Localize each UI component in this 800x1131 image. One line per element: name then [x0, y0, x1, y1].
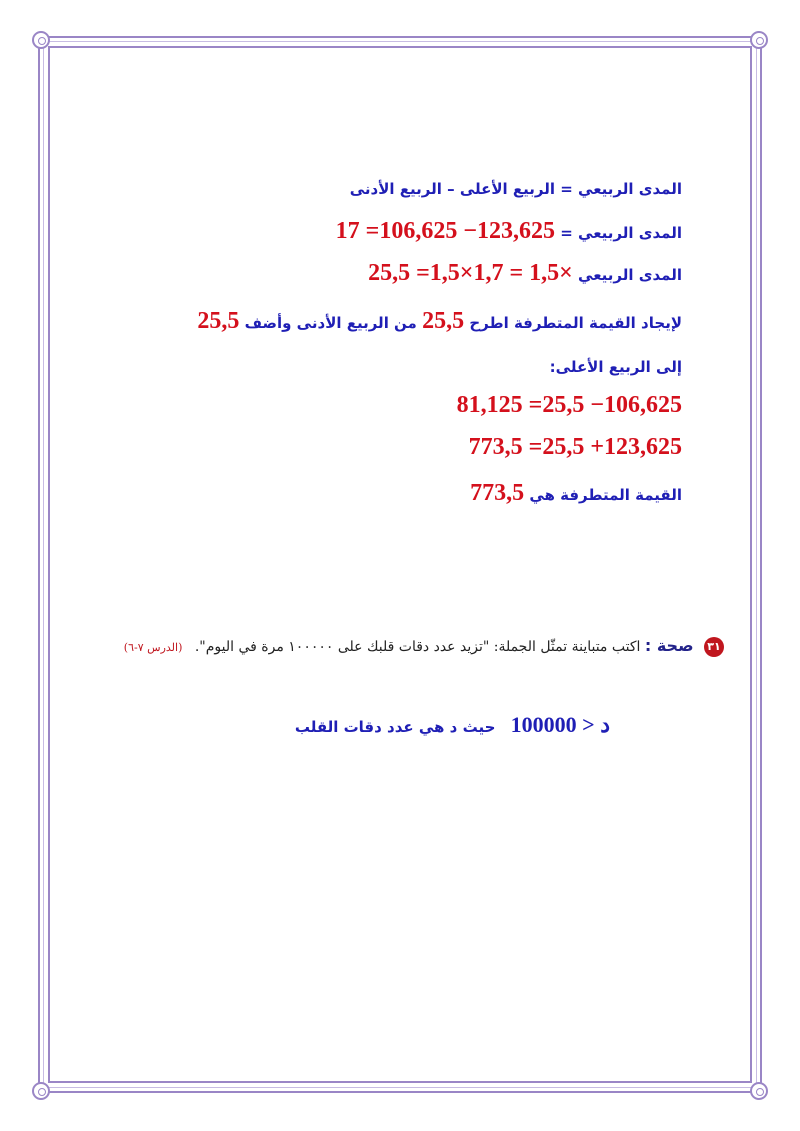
iqr-definition: المدى الربيعي = الربيع الأعلى – الربيع الأدنى — [349, 180, 682, 198]
outlier-label: القيمة المتطرفة هي — [529, 486, 682, 504]
lower-bound-calculation: 81,125 =25,5 −106,625 — [456, 392, 682, 418]
solution-line-2 — [336, 218, 682, 245]
solution-line-5 — [550, 358, 682, 376]
answer-explanation: حيث د هي عدد دقات القلب — [294, 718, 496, 736]
inequality-answer: د < 100000 — [510, 712, 610, 737]
threshold-value: 25,5 — [197, 308, 240, 334]
solution-line-8 — [470, 480, 682, 507]
answer-line — [295, 712, 610, 738]
lesson-reference: (الدرس ٧-٦) — [123, 641, 183, 654]
page-border-inner — [48, 46, 752, 1083]
solution-line-7 — [469, 434, 682, 461]
question-text: اكتب متباينة تمثّل الجملة: "تزيد عدد دقات قلبك على ١٠٠٠٠٠ مرة في اليوم". — [194, 639, 641, 655]
question-title: صحة : — [644, 636, 694, 655]
outlier-value: 773,5 — [470, 480, 525, 506]
corner-ornament-icon — [32, 1082, 50, 1100]
instruction-text: لإيجاد القيمة المتطرفة اطرح — [469, 314, 682, 332]
iqr-label: المدى الربيعي = — [560, 224, 682, 242]
solution-line-6 — [457, 392, 682, 419]
instruction-text: إلى الربيع الأعلى: — [549, 358, 682, 376]
solution-line-3 — [368, 260, 682, 287]
upper-bound-calculation: 773,5 =25,5 +123,625 — [468, 434, 682, 460]
iqr-label: المدى الربيعي — [578, 266, 682, 284]
question-31 — [124, 636, 724, 657]
threshold-value: 25,5 — [422, 308, 465, 334]
solution-line-1 — [350, 180, 682, 198]
instruction-text: من الربيع الأدنى وأضف — [244, 314, 417, 332]
solution-line-4 — [197, 308, 682, 335]
corner-ornament-icon — [750, 1082, 768, 1100]
corner-ornament-icon — [32, 31, 50, 49]
outlier-threshold-calculation: 25,5 =1,5×1,7 = 1,5× — [368, 260, 573, 286]
question-number-badge: ٣١ — [704, 637, 724, 657]
iqr-calculation: 17 =106,625 −123,625 — [335, 218, 555, 244]
corner-ornament-icon — [750, 31, 768, 49]
